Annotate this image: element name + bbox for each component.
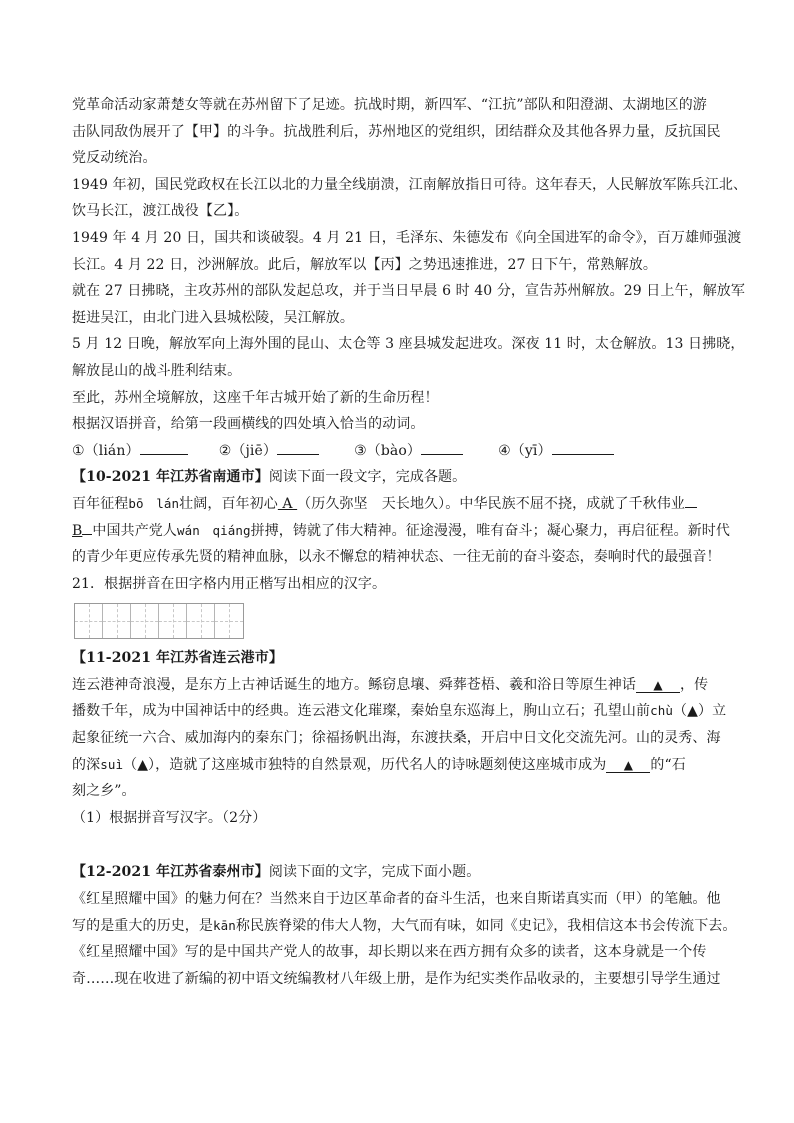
- pinyin-hint: wán qiáng: [177, 522, 251, 538]
- paragraph-line: 解放昆山的战斗胜利结束。: [72, 362, 242, 379]
- blank-label-a: A: [277, 495, 298, 512]
- tianzige-cell[interactable]: [159, 604, 187, 638]
- paragraph-line: 《红星照耀中国》的魅力何在？当然来自于边区革命者的奋斗生活，也来自斯诺真实而（甲）的笔触。他: [72, 891, 721, 908]
- pinyin-hint: suì: [100, 756, 124, 772]
- answer-blank[interactable]: [636, 678, 680, 693]
- text-fragment: 的“石: [650, 756, 686, 773]
- text-fragment: 拼搏，铸就了伟大精神。征途漫漫，唯有奋斗；凝心聚力，再启征程。新时代: [250, 522, 731, 539]
- section-12-source: 【12-2021 年江苏省泰州市】: [72, 864, 269, 881]
- paragraph-line: [72, 672, 722, 699]
- section-11-source: 【11-2021 年江苏省连云港市】: [72, 650, 283, 667]
- answer-blank-2[interactable]: [277, 440, 319, 455]
- answer-blank[interactable]: [606, 758, 650, 773]
- paragraph-line: 击队同敌伪展开了【甲】的斗争。抗战胜利后，苏州地区的党组织，团结群众及其他各界力量，反抗国民: [72, 123, 721, 140]
- spacer: [72, 831, 722, 859]
- tianzige-cell[interactable]: [131, 604, 159, 638]
- text-fragment: （▲）立: [673, 703, 727, 720]
- tianzige-cell[interactable]: [103, 604, 131, 638]
- pinyin-hint: kān: [213, 917, 236, 933]
- text-fragment: ，传: [680, 676, 709, 693]
- text-fragment: （历久弥坚 天长地久）。中华民族不屈不挠，成就了千秋伟业: [297, 495, 685, 512]
- section-10-instruction: 阅读下面一段文字，完成各题。: [268, 469, 467, 486]
- answer-blank-3[interactable]: [421, 440, 463, 455]
- pinyin-hint: chù: [650, 703, 673, 719]
- paragraph-line: [72, 491, 722, 518]
- option-label-3: ③（bào）: [354, 442, 421, 459]
- paragraph-line: [72, 913, 737, 940]
- blank-label-b: B: [72, 522, 83, 539]
- tianzige-cell[interactable]: [187, 604, 215, 638]
- document-page: [72, 92, 748, 992]
- text-fragment: 百年征程: [72, 495, 129, 512]
- answer-blank-4[interactable]: [552, 440, 614, 455]
- text-fragment: 写的是重大的历史，是: [72, 917, 213, 934]
- section-12-heading: [72, 859, 722, 886]
- section-11-heading: [72, 645, 722, 672]
- paragraph-line: 1949 年 4 月 20 日，国共和谈破裂。4 月 21 日，毛泽东、朱德发布《向全国进军的命令》，百万雄师强渡: [72, 229, 742, 246]
- paragraph-line: 挺进吴江，由北门进入县城松陵，吴江解放。: [72, 309, 354, 326]
- paragraph-line: 长江。4 月 22 日，沙洲解放。此后，解放军以【丙】之势迅速推进，27 日下午，常熟解放。: [72, 256, 657, 273]
- question-prompt: 21．根据拼音在田字格内用正楷写出相应的汉字。: [72, 575, 387, 592]
- text-fragment: 播数千年，成为中国神话中的经典。连云港文化璀璨，秦始皇东巡海上，朐山立石；孔望山前: [72, 703, 651, 720]
- paragraph-line: [72, 752, 722, 779]
- paragraph-line: 的青少年更应传承先贤的精神血脉，以永不懈怠的精神状态、一往无前的奋斗姿态，奏响时代的最强音！: [72, 549, 721, 566]
- paragraph-line: 至此，苏州全境解放，这座千年古城开始了新的生命历程！: [72, 389, 439, 406]
- paragraph-line: 1949 年初，国民党政权在长江以北的力量全线崩溃，江南解放指日可待。这年春天，人民解放军陈兵江北、: [72, 176, 748, 193]
- option-label-4: ④（yī）: [498, 442, 552, 459]
- paragraph-line: 就在 27 日拂晓，主攻苏州的部队发起总攻，并于当日早晨 6 时 40 分，宣告苏州解放。29 日上午，解放军: [72, 283, 745, 300]
- text-fragment: 中国共产党人: [92, 522, 177, 539]
- option-label-2: ②（jiē）: [218, 442, 277, 459]
- section-10-heading: [72, 464, 722, 491]
- blank-b-tail: [82, 520, 92, 535]
- question-prompt: （1）根据拼音写汉字。（2分）: [72, 809, 267, 826]
- question-prompt: 根据汉语拼音，给第一段画横线的四处填入恰当的动词。: [72, 416, 425, 433]
- tianzige-grid-row: [72, 597, 722, 645]
- paragraph-line: [72, 518, 731, 545]
- section-12-instruction: 阅读下面的文字，完成下面小题。: [268, 864, 481, 881]
- tianzige-cell[interactable]: [215, 604, 243, 638]
- paragraph-line: 党革命活动家萧楚女等就在苏州留下了足迹。抗战时期，新四军、“江抗”部队和阳澄湖、太湖地区的游: [72, 97, 707, 113]
- paragraph-line: 起象征统一六合、威加海内的秦东门；徐福扬帆出海，东渡扶桑，开启中日文化交流先河。山的灵秀、海: [72, 730, 721, 747]
- blank-b-lead: [685, 493, 697, 508]
- text-fragment: （▲），造就了这座城市独特的自然景观，历代名人的诗咏题刻使这座城市成为: [123, 756, 607, 773]
- paragraph-line: 《红星照耀中国》写的是中国共产党人的故事，却长期以来在西方拥有众多的读者，这本身就是一个传: [72, 944, 707, 961]
- answer-options-row: [72, 438, 722, 465]
- triangle-marker: ▲: [623, 757, 634, 772]
- paragraph-line: 饮马长江，渡江战役【乙】。: [72, 203, 249, 220]
- text-fragment: 的深: [72, 756, 101, 773]
- paragraph-line: 奇……现在收进了新编的初中语文统编教材八年级上册，是作为纪实类作品收录的，主要想引导学生通过: [72, 970, 721, 987]
- paragraph-line: 党反动统治。: [72, 150, 157, 167]
- tianzige-cell[interactable]: [75, 604, 103, 638]
- pinyin-hint: bō lán: [128, 495, 180, 511]
- text-fragment: 连云港神奇浪漫，是东方上古神话诞生的地方。鲧窃息壤、舜葬苍梧、羲和浴日等原生神话: [72, 676, 636, 693]
- answer-blank-1[interactable]: [140, 440, 188, 455]
- option-label-1: ①（lián）: [72, 442, 140, 459]
- text-fragment: 壮阔，百年初心: [179, 495, 278, 512]
- triangle-marker: ▲: [653, 677, 663, 692]
- paragraph-line: 刻之乡”。: [72, 783, 136, 800]
- text-fragment: 称民族脊梁的伟大人物，大气而有味，如同《史记》，我相信这本书会传流下去。: [235, 917, 737, 934]
- paragraph-line: 5 月 12 日晚，解放军向上海外围的昆山、太仓等 3 座县城发起进攻。深夜 11 时，太仓解放。13 日拂晓，: [72, 336, 745, 353]
- tianzige-grid[interactable]: [74, 603, 244, 639]
- paragraph-line: [72, 698, 727, 725]
- section-10-source: 【10-2021 年江苏省南通市】: [72, 469, 269, 486]
